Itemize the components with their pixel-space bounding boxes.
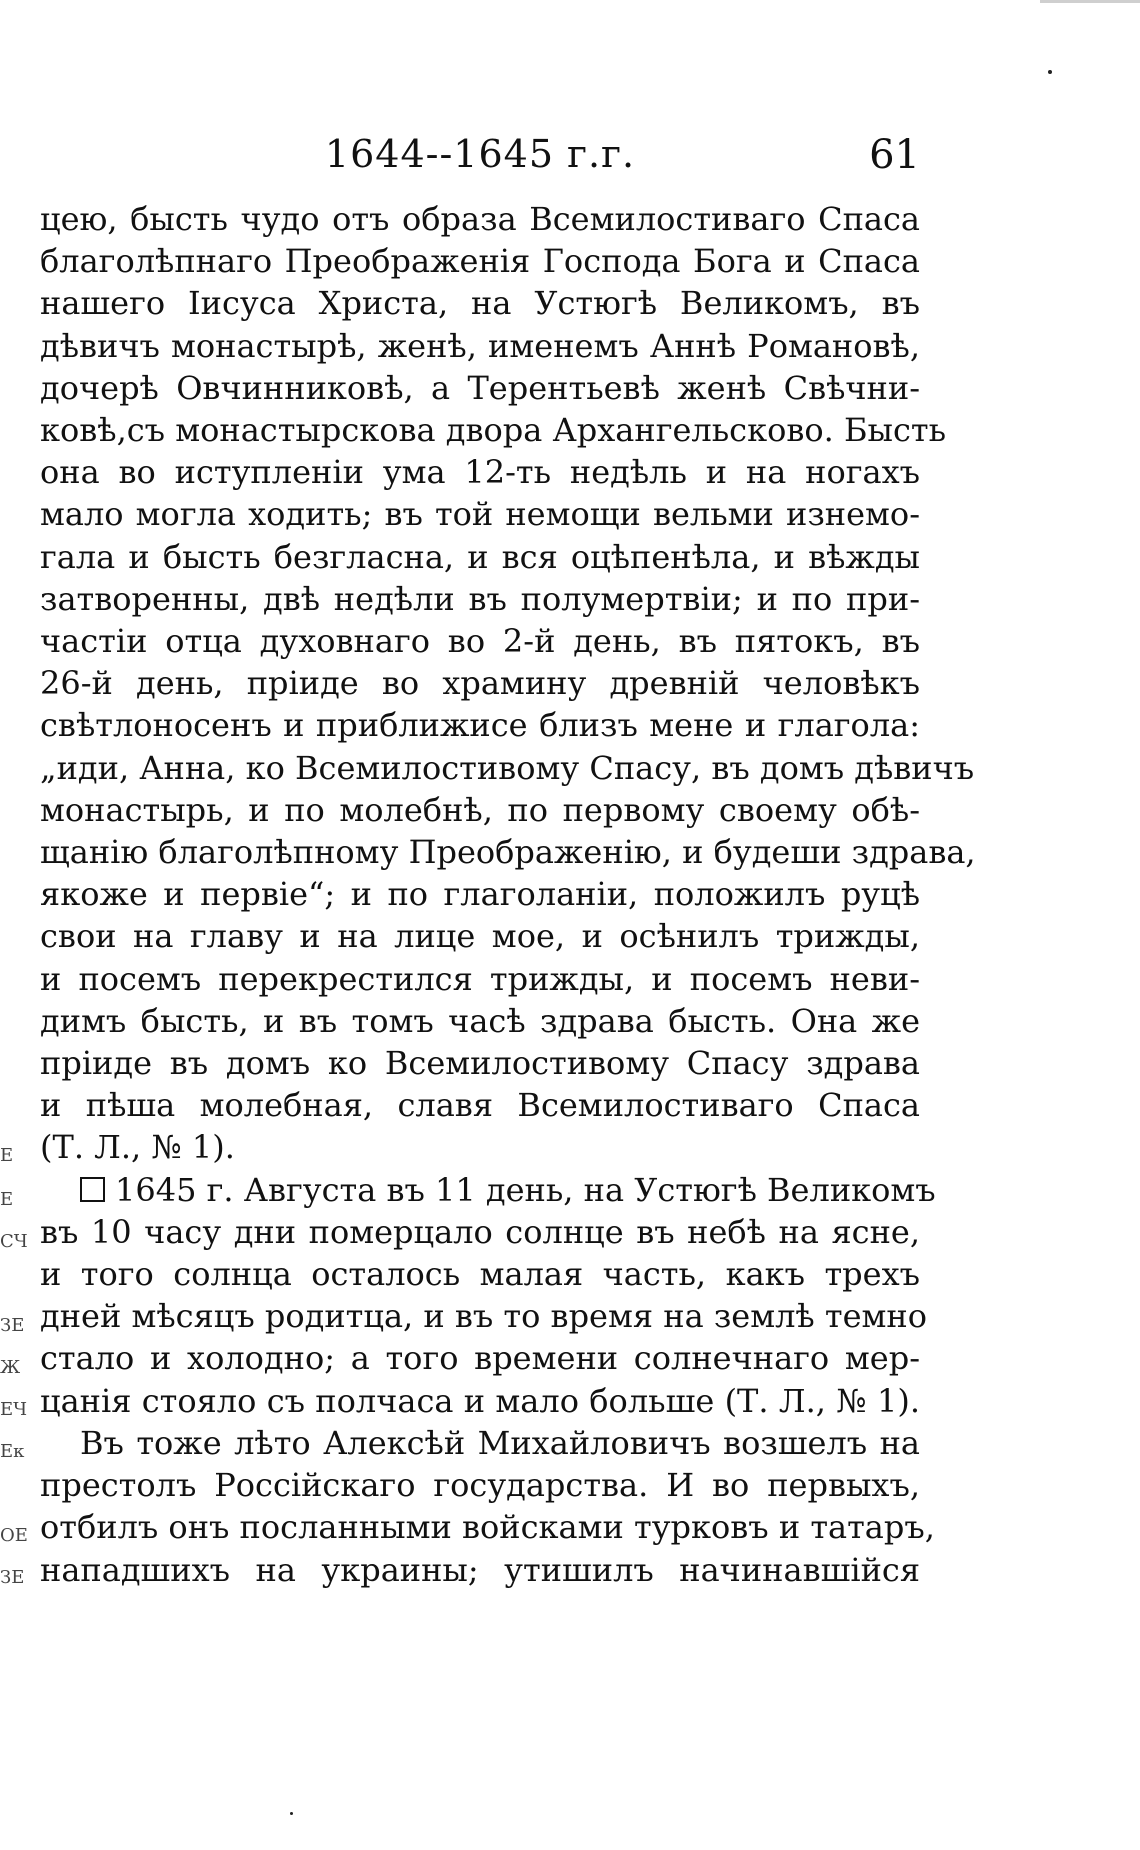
text-line: дней мѣсяцъ родитца, и въ то время на землѣ темно bbox=[40, 1297, 928, 1336]
text-line: престолъ Россійскаго государства. И во первыхъ, bbox=[40, 1466, 920, 1505]
text-line: щанію благолѣпному Преображенію, и будеши здрава, bbox=[40, 833, 976, 872]
margin-fragment: ЗЕ bbox=[0, 1315, 25, 1336]
paragraph-eclipse-1645 bbox=[40, 1169, 936, 1422]
paragraph-alexei bbox=[40, 1422, 935, 1591]
text-line: частіи отца духовнаго во 2-й день, въ пятокъ, въ bbox=[40, 622, 920, 661]
margin-fragment: Ж bbox=[0, 1357, 21, 1378]
text-line: монастырь, и по молебнѣ, по первому своему обѣ- bbox=[40, 790, 920, 829]
text-line: дочерѣ Овчинниковѣ, а Терентьевѣ женѣ Свѣчни- bbox=[40, 368, 920, 407]
text-line: затворенны, двѣ недѣли въ полумертвіи; и по при- bbox=[40, 579, 920, 618]
scan-edge-line bbox=[1040, 0, 1140, 3]
text-line: отбилъ онъ посланными войсками турковъ и татаръ, bbox=[40, 1508, 935, 1547]
paragraph-miracle bbox=[40, 198, 976, 1169]
ink-speck bbox=[1048, 70, 1052, 74]
margin-fragment: Ек bbox=[0, 1441, 25, 1462]
text-line: и пѣша молебная, славя Всемилостиваго Спаса bbox=[40, 1086, 920, 1125]
running-head: 1644--1645 г.г. bbox=[324, 132, 636, 176]
text-line: она во иступленіи ума 12-ть недѣль и на ногахъ bbox=[40, 453, 920, 492]
text-line: и того солнца осталось малая часть, какъ трехъ bbox=[40, 1255, 920, 1294]
checkbox-icon bbox=[80, 1177, 105, 1202]
text-line: пріиде въ домъ ко Всемилостивому Спасу здрава bbox=[40, 1044, 920, 1083]
text-line: цанія стояло съ полчаса и мало больше (Т. Л., № 1). bbox=[40, 1381, 920, 1420]
text-line: дѣвичъ монастырѣ, женѣ, именемъ Аннѣ Романовѣ, bbox=[40, 326, 920, 365]
text-line: нападшихъ на украины; утишилъ начинавшійся bbox=[40, 1550, 920, 1589]
text-line: ковѣ,съ монастырскова двора Архангельсково. Бысть bbox=[40, 411, 946, 450]
margin-fragment: ЕЧ bbox=[0, 1399, 28, 1420]
text-line: свои на главу и на лице мое, и осѣнилъ трижды, bbox=[40, 917, 920, 956]
text-line: цею, бысть чудо отъ образа Всемилостиваго Спаса bbox=[40, 200, 920, 238]
text-line: нашего Іисуса Христа, на Устюгѣ Великомъ, въ bbox=[40, 284, 920, 323]
ink-speck bbox=[290, 1812, 293, 1815]
margin-fragment: Е bbox=[0, 1189, 14, 1210]
page-body bbox=[40, 198, 976, 1591]
text-line: мало могла ходить; въ той немощи вельми изнемо- bbox=[40, 495, 920, 534]
text-line: Въ тоже лѣто Алексѣй Михайловичъ возшелъ на bbox=[80, 1423, 920, 1462]
text-line: и посемъ перекрестился трижды, и посемъ неви- bbox=[40, 959, 920, 998]
margin-fragment: ЗЕ bbox=[0, 1567, 25, 1588]
text-line: якоже и первіе“; и по глаголаніи, положилъ руцѣ bbox=[40, 875, 920, 914]
text-line: свѣтлоносенъ и приближисе близъ мене и глагола: bbox=[40, 706, 920, 745]
text-line: димъ бысть, и въ томъ часѣ здрава бысть. Она же bbox=[40, 1001, 920, 1040]
margin-fragment: СЧ bbox=[0, 1231, 28, 1252]
left-margin-bleed bbox=[0, 0, 30, 1850]
text-line bbox=[40, 1169, 936, 1211]
margin-fragment: Е bbox=[0, 1145, 14, 1166]
page-header bbox=[40, 132, 920, 182]
entry-first-line: 1645 г. Августа въ 11 день, на Устюгѣ Великомъ bbox=[115, 1170, 936, 1209]
page-number: 61 bbox=[869, 132, 920, 178]
text-line: въ 10 часу дни померцало солнце въ небѣ на ясне, bbox=[40, 1212, 920, 1251]
text-line: „иди, Анна, ко Всемилостивому Спасу, въ домъ дѣвичъ bbox=[40, 748, 975, 787]
text-line: стало и холодно; а того времени солнечнаго мер- bbox=[40, 1339, 920, 1378]
margin-fragment: ОЕ bbox=[0, 1525, 28, 1546]
text-line: 26-й день, пріиде во храмину древній человѣкъ bbox=[40, 664, 920, 703]
text-line: (Т. Л., № 1). bbox=[40, 1128, 235, 1167]
text-line: гала и бысть безгласна, и вся оцѣпенѣла, и вѣжды bbox=[40, 537, 920, 576]
text-line: благолѣпнаго Преображенія Господа Бога и Спаса bbox=[40, 242, 920, 281]
